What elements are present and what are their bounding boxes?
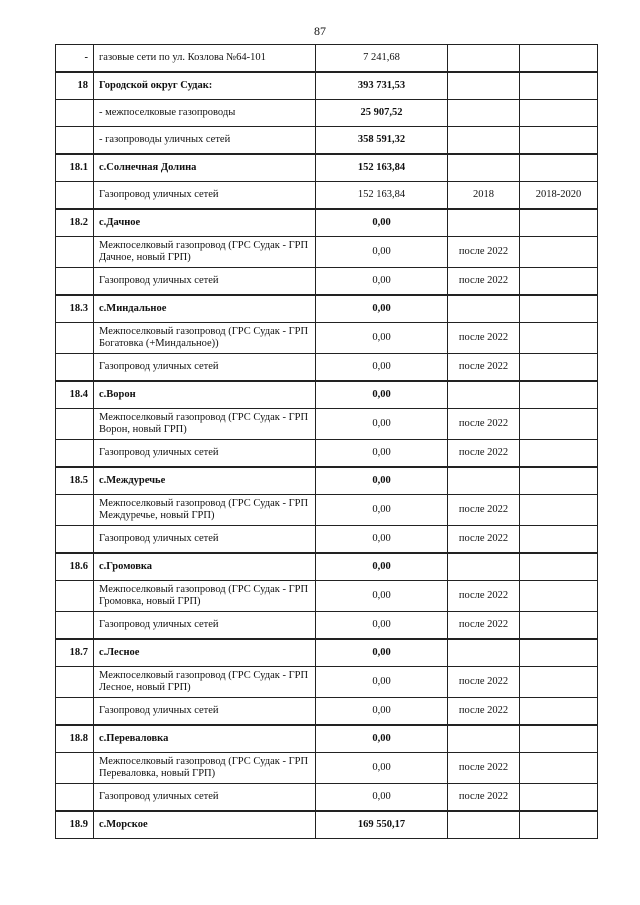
table-row xyxy=(56,323,598,354)
row-amount-cell: 0,00 xyxy=(316,381,448,409)
row-name-cell: Межпоселковый газопровод (ГРС Судак - ГРП Богатовка (+Миндальное)) xyxy=(94,323,316,354)
row-period-cell xyxy=(520,72,598,100)
row-amount-cell: 0,00 xyxy=(316,268,448,296)
row-year-cell xyxy=(448,639,520,667)
row-number-cell xyxy=(56,581,94,612)
row-amount-cell: 0,00 xyxy=(316,237,448,268)
row-name-cell: с.Ворон xyxy=(94,381,316,409)
row-year-cell xyxy=(448,811,520,839)
row-name-cell: с.Лесное xyxy=(94,639,316,667)
table-row xyxy=(56,237,598,268)
row-year-cell xyxy=(448,381,520,409)
row-year-cell: после 2022 xyxy=(448,526,520,554)
row-period-cell xyxy=(520,409,598,440)
row-number-cell: 18.3 xyxy=(56,295,94,323)
row-name-cell: Газопровод уличных сетей xyxy=(94,698,316,726)
table-section-row xyxy=(56,639,598,667)
row-year-cell: после 2022 xyxy=(448,354,520,382)
row-name-cell: Межпоселковый газопровод (ГРС Судак - ГРП Междуречье, новый ГРП) xyxy=(94,495,316,526)
row-period-cell xyxy=(520,45,598,73)
row-number-cell: 18.9 xyxy=(56,811,94,839)
row-period-cell xyxy=(520,811,598,839)
row-number-cell xyxy=(56,237,94,268)
row-name-cell: с.Солнечная Долина xyxy=(94,154,316,182)
row-number-cell xyxy=(56,100,94,127)
row-number-cell xyxy=(56,698,94,726)
row-amount-cell: 169 550,17 xyxy=(316,811,448,839)
row-period-cell xyxy=(520,381,598,409)
row-amount-cell: 0,00 xyxy=(316,323,448,354)
row-period-cell xyxy=(520,295,598,323)
row-year-cell: после 2022 xyxy=(448,323,520,354)
row-number-cell xyxy=(56,323,94,354)
row-name-cell: с.Междуречье xyxy=(94,467,316,495)
row-name-cell: Межпоселковый газопровод (ГРС Судак - ГРП Лесное, новый ГРП) xyxy=(94,667,316,698)
table-body xyxy=(56,45,598,839)
row-year-cell: после 2022 xyxy=(448,612,520,640)
row-period-cell xyxy=(520,237,598,268)
row-period-cell xyxy=(520,127,598,155)
row-year-cell xyxy=(448,295,520,323)
row-year-cell: после 2022 xyxy=(448,753,520,784)
row-period-cell xyxy=(520,100,598,127)
row-name-cell: с.Морское xyxy=(94,811,316,839)
table-row xyxy=(56,784,598,812)
row-name-cell: - газопроводы уличных сетей xyxy=(94,127,316,155)
table-section-row xyxy=(56,72,598,100)
row-number-cell xyxy=(56,268,94,296)
row-number-cell: 18.4 xyxy=(56,381,94,409)
table-row xyxy=(56,581,598,612)
row-year-cell xyxy=(448,209,520,237)
row-name-cell: Газопровод уличных сетей xyxy=(94,182,316,210)
row-amount-cell: 0,00 xyxy=(316,354,448,382)
row-number-cell xyxy=(56,495,94,526)
table-row xyxy=(56,667,598,698)
table-row xyxy=(56,127,598,155)
row-year-cell: после 2022 xyxy=(448,698,520,726)
table-row xyxy=(56,753,598,784)
row-amount-cell: 0,00 xyxy=(316,725,448,753)
row-name-cell: Межпоселковый газопровод (ГРС Судак - ГРП Громовка, новый ГРП) xyxy=(94,581,316,612)
row-amount-cell: 152 163,84 xyxy=(316,154,448,182)
row-period-cell xyxy=(520,354,598,382)
row-period-cell xyxy=(520,495,598,526)
row-year-cell: после 2022 xyxy=(448,581,520,612)
row-amount-cell: 0,00 xyxy=(316,467,448,495)
row-name-cell: Городской округ Судак: xyxy=(94,72,316,100)
table-row xyxy=(56,182,598,210)
row-amount-cell: 25 907,52 xyxy=(316,100,448,127)
row-period-cell: 2018-2020 xyxy=(520,182,598,210)
table-section-row xyxy=(56,154,598,182)
row-amount-cell: 0,00 xyxy=(316,553,448,581)
row-amount-cell: 0,00 xyxy=(316,753,448,784)
row-period-cell xyxy=(520,268,598,296)
row-number-cell xyxy=(56,753,94,784)
row-amount-cell: 358 591,32 xyxy=(316,127,448,155)
row-amount-cell: 0,00 xyxy=(316,409,448,440)
table-section-row xyxy=(56,811,598,839)
row-number-cell: 18.6 xyxy=(56,553,94,581)
row-name-cell: с.Дачное xyxy=(94,209,316,237)
row-number-cell: 18.5 xyxy=(56,467,94,495)
row-year-cell xyxy=(448,72,520,100)
gas-network-table xyxy=(55,44,598,839)
row-period-cell xyxy=(520,154,598,182)
row-number-cell: 18.8 xyxy=(56,725,94,753)
table-section-row xyxy=(56,381,598,409)
row-year-cell xyxy=(448,725,520,753)
row-period-cell xyxy=(520,698,598,726)
table-row xyxy=(56,409,598,440)
row-year-cell xyxy=(448,100,520,127)
row-amount-cell: 0,00 xyxy=(316,639,448,667)
row-period-cell xyxy=(520,667,598,698)
table-row xyxy=(56,268,598,296)
row-name-cell: Межпоселковый газопровод (ГРС Судак - ГРП Дачное, новый ГРП) xyxy=(94,237,316,268)
table-section-row xyxy=(56,209,598,237)
table-row xyxy=(56,495,598,526)
row-amount-cell: 152 163,84 xyxy=(316,182,448,210)
row-year-cell xyxy=(448,127,520,155)
row-name-cell: Межпоселковый газопровод (ГРС Судак - ГРП Переваловка, новый ГРП) xyxy=(94,753,316,784)
table-section-row xyxy=(56,553,598,581)
row-name-cell: Газопровод уличных сетей xyxy=(94,440,316,468)
row-amount-cell: 0,00 xyxy=(316,784,448,812)
row-name-cell: газовые сети по ул. Козлова №64-101 xyxy=(94,45,316,73)
row-period-cell xyxy=(520,209,598,237)
row-period-cell xyxy=(520,526,598,554)
row-name-cell: Газопровод уличных сетей xyxy=(94,784,316,812)
row-amount-cell: 0,00 xyxy=(316,209,448,237)
row-period-cell xyxy=(520,553,598,581)
row-number-cell: 18.1 xyxy=(56,154,94,182)
row-year-cell: 2018 xyxy=(448,182,520,210)
row-amount-cell: 7 241,68 xyxy=(316,45,448,73)
row-year-cell xyxy=(448,45,520,73)
row-period-cell xyxy=(520,581,598,612)
row-period-cell xyxy=(520,467,598,495)
row-number-cell: 18.7 xyxy=(56,639,94,667)
row-name-cell: Межпоселковый газопровод (ГРС Судак - ГРП Ворон, новый ГРП) xyxy=(94,409,316,440)
row-name-cell: Газопровод уличных сетей xyxy=(94,354,316,382)
row-period-cell xyxy=(520,440,598,468)
row-amount-cell: 0,00 xyxy=(316,581,448,612)
row-amount-cell: 0,00 xyxy=(316,612,448,640)
table-row xyxy=(56,698,598,726)
row-name-cell: Газопровод уличных сетей xyxy=(94,268,316,296)
row-period-cell xyxy=(520,753,598,784)
row-number-cell: 18 xyxy=(56,72,94,100)
row-year-cell: после 2022 xyxy=(448,495,520,526)
row-amount-cell: 0,00 xyxy=(316,698,448,726)
page-number: 87 xyxy=(314,24,326,38)
table-row xyxy=(56,526,598,554)
row-period-cell xyxy=(520,725,598,753)
row-name-cell: с.Переваловка xyxy=(94,725,316,753)
row-name-cell: с.Громовка xyxy=(94,553,316,581)
row-period-cell xyxy=(520,639,598,667)
table-section-row xyxy=(56,725,598,753)
row-year-cell: после 2022 xyxy=(448,784,520,812)
row-amount-cell: 0,00 xyxy=(316,440,448,468)
table-section-row xyxy=(56,467,598,495)
row-year-cell: после 2022 xyxy=(448,667,520,698)
row-number-cell xyxy=(56,182,94,210)
row-number-cell xyxy=(56,526,94,554)
row-name-cell: Газопровод уличных сетей xyxy=(94,612,316,640)
row-number-cell xyxy=(56,354,94,382)
table-section-row xyxy=(56,295,598,323)
row-amount-cell: 0,00 xyxy=(316,495,448,526)
row-year-cell xyxy=(448,467,520,495)
row-amount-cell: 0,00 xyxy=(316,526,448,554)
row-number-cell xyxy=(56,784,94,812)
row-amount-cell: 0,00 xyxy=(316,667,448,698)
row-period-cell xyxy=(520,323,598,354)
row-year-cell: после 2022 xyxy=(448,237,520,268)
row-year-cell xyxy=(448,154,520,182)
row-number-cell: 18.2 xyxy=(56,209,94,237)
row-period-cell xyxy=(520,784,598,812)
row-name-cell: Газопровод уличных сетей xyxy=(94,526,316,554)
row-number-cell xyxy=(56,612,94,640)
row-number-cell xyxy=(56,440,94,468)
row-number-cell xyxy=(56,127,94,155)
table-row xyxy=(56,354,598,382)
row-number-cell xyxy=(56,409,94,440)
table-row xyxy=(56,100,598,127)
row-year-cell: после 2022 xyxy=(448,440,520,468)
row-year-cell xyxy=(448,553,520,581)
row-year-cell: после 2022 xyxy=(448,268,520,296)
row-number-cell: - xyxy=(56,45,94,73)
table-row xyxy=(56,45,598,73)
row-amount-cell: 0,00 xyxy=(316,295,448,323)
table-row xyxy=(56,440,598,468)
row-year-cell: после 2022 xyxy=(448,409,520,440)
table-row xyxy=(56,612,598,640)
row-number-cell xyxy=(56,667,94,698)
row-period-cell xyxy=(520,612,598,640)
row-name-cell: с.Миндальное xyxy=(94,295,316,323)
row-amount-cell: 393 731,53 xyxy=(316,72,448,100)
row-name-cell: - межпоселковые газопроводы xyxy=(94,100,316,127)
